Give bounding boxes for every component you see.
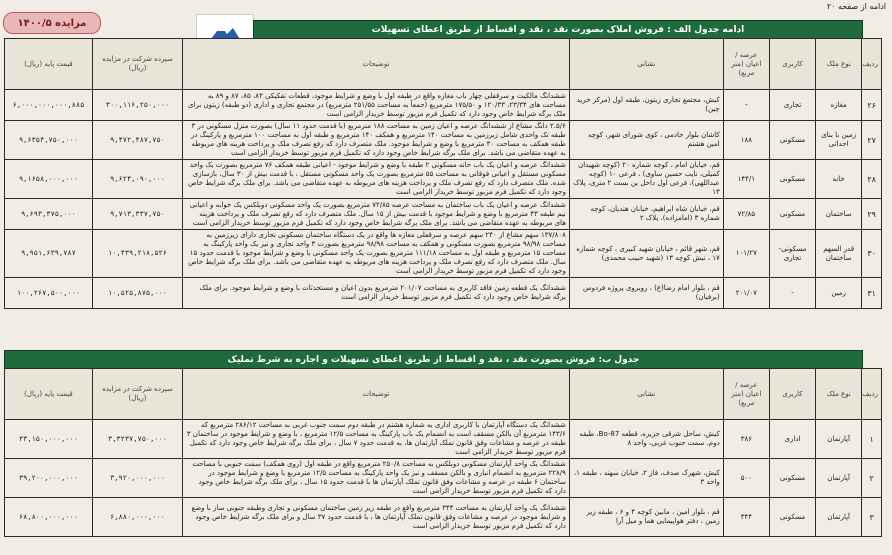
cell-area: ۳۴۴ [723, 498, 769, 537]
cell-address: قم، شهر قائم ، خیابان شهید کبیری ، کوچه شماره ۱۷ ، نبش کوچه ۱۳ (شهید حبیب محمدی) [569, 230, 723, 278]
cell-use: مسکونی-تجاری [769, 230, 815, 278]
table-a-header [5, 39, 882, 90]
cell-deposit: ۱۰,۵۲۵,۸۷۵,۰۰۰ [92, 278, 182, 309]
cell-type: آپارتمان [816, 498, 862, 537]
cell-use: مسکونی [769, 459, 815, 498]
cell-use: - [769, 278, 815, 309]
cell-type: مغازه [816, 90, 862, 121]
cell-description: ششدانگ مالکیت و سرقفلی چهار باب مغازه واقع در طبقه اول با وضع و شرایط موجود، قطعات تفکیکی ۸۳، ۸۵، ۸۷ و ۸۹ به مساحت های ۲۳/۳۴، ۱۲۰/۳۳ و ۱۷۵/۵۰ مترمربع (جمعاً به مساحت ۲۵۱/۵۵ مترمربع) در مجتمع تجاری و اداری (دو طبقه) زیتون برای ملک برگه شرایط خاص وجود دارد که تکمیل فرم مزبور توسط خریدار الزامی است [183, 90, 570, 121]
cell-type: زمین [816, 278, 862, 309]
col-header-type: نوع ملک [816, 369, 862, 420]
cell-base-price: ۹,۶۳۵۴,۷۵۰,۰۰۰ [5, 121, 93, 160]
table-b [4, 368, 882, 537]
cell-deposit: ۹,۷۱۳,۳۳۷,۷۵۰ [92, 199, 182, 230]
cell-row: ۲۹ [862, 199, 882, 230]
cell-type: خانه [816, 160, 862, 199]
col-header-use: کاربری [769, 369, 815, 420]
col-header-row: ردیف [862, 369, 882, 420]
tender-badge: مزایده ۱۴۰۰/۵ [3, 12, 101, 34]
cell-base-price: ۹,۶۹۳,۳۷۵,۰۰۰ [5, 199, 93, 230]
section-b-title: جدول ب: فروش بصورت نقد ، نقد و اقساط از طریق اعطای تسهیلات و اجاره به شرط تملیک [4, 350, 863, 369]
cell-type: زمین با بنای احداثی [816, 121, 862, 160]
cell-deposit: ۹,۴۷۲,۴۸۷,۷۵۰ [92, 121, 182, 160]
cell-description: ششدانگ یک قطعه زمین فاقد کاربری به مساحت ۲۰۱/۰۷ مترمربع بدون اعیان و مستحدثات با وضع و شرایط موجود. برای ملک برگه شرایط خاص وجود دارد که تکمیل فرم مزبور توسط خریدار الزامی است [183, 278, 570, 309]
cell-use: مسکونی [769, 498, 815, 537]
cell-base-price: ۳۹,۲۰۰,۰۰۰,۰۰۰ [5, 459, 93, 498]
cell-type: قدر السهم ساختمان [816, 230, 862, 278]
cell-base-price: ۱۰۰,۲۶۷,۵۰۰,۰۰۰ [5, 278, 93, 309]
cell-description: ششدانگ یک واحد آپارتمان مسکونی دوبلکس به مساحت ۲۵۰/۸ مترمربع واقع در طبقه اول (روی همکف) سمت جنوبی با مساحت ۲۲۸/۹ مترمربع به انضمام انباری و بالکن مسقف و نیز یک واحد پارکینگ به مساحت ۱۲/۵ مترمربع با وضع و شرایط موجود در ساختمان ۶ طبقه در عرصه و مشاعات وفق قانون تملک آپارتمان ها با قدمت حدود ۱۵ سال ، برای ملک برگه شرایط خاص وجود دارد که تکمیل فرم مزبور توسط خریدار الزامی است [183, 459, 570, 498]
cell-deposit: ۶,۸۸۰,۰۰۰,۰۰۰ [92, 498, 182, 537]
table-row [5, 199, 882, 230]
cell-deposit: ۳,۹۲۰,۰۰۰,۰۰۰ [92, 459, 182, 498]
col-header-row: ردیف [862, 39, 882, 90]
cell-base-price: ۶,۰۰۰,۰۰۰,۰۰۰,۸۸۵ [5, 90, 93, 121]
cell-description: ۲.۵/۶ دانگ مشاع از ششدانگ عرصه و اعیان زمین به مساحت ۱۸۸ مترمربع (با قدمت حدود ۱۱ سال) بصورت منزل مسکونی در ۳ طبقه تک واحدی شامل زیرزمین به مساحت ۱۴۰ مترمربع و همکف ۱۴۰ مترمربع و طبقه اول به مساحت ۱۰۰ مترمربع و پارکینگ در طبقه همکف به مساحت ۳۰ مترمربع با وضع و شرایط موجود. ملک متصرف دارد که رفع تصرف ملک و پرداخت هزینه های مربوطه به عهده متقاضی می باشد. برای ملک برگه شرایط خاص وجود دارد که تکمیل فرم مزبور توسط خریدار الزامی است [183, 121, 570, 160]
section-a-title: ادامه جدول الف : فروش املاک بصورت نقد ، نقد و اقساط از طریق اعطای تسهیلات [253, 20, 863, 39]
cell-row: ۳۱ [862, 278, 882, 309]
cell-deposit: ۳۰۰,۱۱۶,۲۵۰,۰۰۰ [92, 90, 182, 121]
cell-address: کاشان بلوار خادمی ، کوی شورای شهر، کوچه امین هشتم [569, 121, 723, 160]
cell-address: کیش، ساحل شرقی جزیره، قطعه Bo-87، طبقه دوم، سمت جنوب غربی، واحد ۸ [569, 420, 723, 459]
cell-description: ۱۳۷/۸۰۸ سهم مشاع از ۲۴۰ سهم عرصه و سرقفلی مغازه ها واقع در یک دستگاه ساختمان مسکونی تجاری دارای زیرزمین به مساحت ۹۸/۹۸ مترمربع بصورت مسکونی و همکف به مساحت ۹۸/۹۸ مترمربع بصورت ۳ واحد تجاری و نیز یک واحد پارکینگ به مساحت ۱۵ مترمربع و طبقه اول به مساحت ۱۱۱/۱۸ مترمربع بصورت یک واحد مسکونی با وضع و شرایط موجود با قدمت حدود ۱۵ سال. ملک متصرف دارد که رفع تصرف ملک و پرداخت هزینه های مربوطه به عهده متقاضی می باشد. برای ملک برگه شرایط خاص وجود دارد که تکمیل فرم مزبور توسط خریدار الزامی است [183, 230, 570, 278]
cell-area: - [723, 90, 769, 121]
cell-address: قم ، بلوار امام رضا(ع) ، روبروی پروژه فردوس (برفیان) [569, 278, 723, 309]
cell-row: ۱ [862, 420, 882, 459]
col-header-description: توضیحات [183, 369, 570, 420]
cell-address: قم، خیابان شاه ابراهیم، خیابان هندیان، کوچه شماره ۳ (امامزاده)، پلاک ۲ [569, 199, 723, 230]
cell-address: قم، خیابان امام ، کوچه شماره ۲۰ (کوچه شهیدان کمیلی، نایب حسین ساوی) ، فرعی ۱۰ (کوچه عبداللهی)، فرعی اول داخل بن بست ۲ متری، پلاک ۱۳ [569, 160, 723, 199]
cell-row: ۲۷ [862, 121, 882, 160]
cell-base-price: ۹,۱۶۵۸,۰۰۰,۰۰۰ [5, 160, 93, 199]
col-header-address: نشانی [569, 39, 723, 90]
cell-address: کیش، شهرک صدف، فاز ۲، خیابان سهند ، طبقه ۱، واحد ۳ [569, 459, 723, 498]
cell-row: ۲ [862, 459, 882, 498]
col-header-address: نشانی [569, 369, 723, 420]
table-row [5, 230, 882, 278]
table-row [5, 90, 882, 121]
table-b-header [5, 369, 882, 420]
table-row [5, 498, 882, 537]
cell-deposit: ۳,۳۲۳۷,۷۵۰,۰۰۰ [92, 420, 182, 459]
cell-area: ۵۰۰ [723, 459, 769, 498]
continuation-note: ادامه از صفحه ۲۰ [826, 2, 886, 11]
cell-base-price: ۳۳,۱۵۰,۰۰۰,۰۰۰ [5, 420, 93, 459]
cell-area: ۷۲/۸۵ [723, 199, 769, 230]
table-row [5, 278, 882, 309]
cell-use: اداری [769, 420, 815, 459]
cell-address: قم ، بلوار امین ، مابین کوچه ۴ و ۶ ، طبقه زیر زمین ، دفتر هواپیمایی هما و میل آرا [569, 498, 723, 537]
col-header-base-price: قیمت پایه (ریال) [5, 369, 93, 420]
cell-area: ۱۸۸ [723, 121, 769, 160]
table-row [5, 121, 882, 160]
cell-use: مسکونی [769, 121, 815, 160]
cell-area: ۳۸۶ [723, 420, 769, 459]
table-row [5, 160, 882, 199]
col-header-deposit: سپرده شرکت در مزایده (ریال) [92, 39, 182, 90]
table-a [4, 38, 882, 309]
cell-deposit: ۱۰,۴۳۹,۲۱۸,۵۲۶ [92, 230, 182, 278]
cell-use: تجاری [769, 90, 815, 121]
cell-base-price: ۹,۹۵۱,۶۳۹,۷۸۷ [5, 230, 93, 278]
table-row [5, 420, 882, 459]
cell-type: ساختمان [816, 199, 862, 230]
cell-area: ۱۴۴/۱ [723, 160, 769, 199]
col-header-type: نوع ملک [816, 39, 862, 90]
cell-use: مسکونی [769, 160, 815, 199]
cell-description: ششدانگ یک واحد آپارتمان به مساحت ۳۴۴ مترمربع واقع در طبقه زیر زمین ساختمان مسکونی و تجاری وطبقه جنوبی ساز با وضع و شرایط موجود در عرصه و مشاعات وفق قانون تملک آپارتمان ها ، با قدمت حدود ۳۷ سال و برای ملک برگه شرایط خاص وجود دارد که تکمیل فرم مزبور توسط خریدار الزامی است [183, 498, 570, 537]
cell-type: آپارتمان [816, 459, 862, 498]
cell-base-price: ۶۸,۸۰۰,۰۰۰,۰۰۰ [5, 498, 93, 537]
cell-row: ۳۰ [862, 230, 882, 278]
cell-area: ۱۰۱/۲۷ [723, 230, 769, 278]
col-header-deposit: سپرده شرکت در مزایده (ریال) [92, 369, 182, 420]
cell-description: ششدانگ عرصه و اعیان یک باب خانه مسکونی ۲ طبقه با وضع و شرایط موجود - اعیانی طبقه همکف ۷۶ مترمربع بصورت یک واحد مسکونی مستقل و اعیانی فوقانی به مساحت ۵۵ مترمربع بصورت یک واحد مسکونی مستقل ، با قدمت بیش از ۳۰ سال، بازسازی شده. ملک متصرف دارد که رفع تصرف ملک و پرداخت هزینه های مربوطه به عهده متقاضی می باشد. برای ملک برگه شرایط خاص وجود دارد که تکمیل فرم مزبور توسط خریدار الزامی است [183, 160, 570, 199]
cell-row: ۳ [862, 498, 882, 537]
cell-deposit: ۹,۶۲۴,۰۹۰,۰۰۰ [92, 160, 182, 199]
cell-description: ششدانگ یک دستگاه آپارتمان با کاربری اداری به شماره هشتم در طبقه دوم سمت جنوب غربی به مساحت ۲۸۶/۱۲ مترمربع که ۱۴۳/۶ مترمربع آن بالکن مسقف است به انضمام یک باب پارکینگ به مساحت ۱۲/۵ مترمربع ، با وضع و شرایط موجود در ساختمان ۳ طبقه در عرصه و مشاعات وفق قانون تملک آپارتمان ها، به قدمت حدود ۷ سال ، برای ملک برگه شرایط خاص وجود دارد که تکمیل فرم مزبور توسط خریدار الزامی است [183, 420, 570, 459]
cell-use: مسکونی [769, 199, 815, 230]
cell-row: ۲۸ [862, 160, 882, 199]
col-header-area: عرصه / اعیان (متر مربع) [723, 369, 769, 420]
cell-area: ۲۰۱/۰۷ [723, 278, 769, 309]
col-header-use: کاربری [769, 39, 815, 90]
cell-description: ششدانگ عرصه و اعیان یک باب ساختمان به مساحت عرصه ۷۲/۸۵ مترمربع بصورت یک واحد مسکونی دوبلکس یک خوابه و اعیانی نیم طبقه ۴۳ مترمربع با وضع و شرایط موجود با قدمت بیش از ۱۵ سال. ملک متصرف دارد که رفع تصرف ملک و پرداخت هزینه های مربوطه به عهده متقاضی می باشد. برای ملک برگه شرایط خاص وجود دارد که تکمیل فرم مزبور توسط خریدار الزامی است [183, 199, 570, 230]
table-row [5, 459, 882, 498]
cell-type: آپارتمان [816, 420, 862, 459]
col-header-area: عرصه / اعیان (متر مربع) [723, 39, 769, 90]
cell-row: ۲۶ [862, 90, 882, 121]
cell-address: کیش، مجتمع تجاری زیتون، طبقه اول (مرکز خرید چین) [569, 90, 723, 121]
col-header-description: توضیحات [183, 39, 570, 90]
col-header-base-price: قیمت پایه (ریال) [5, 39, 93, 90]
